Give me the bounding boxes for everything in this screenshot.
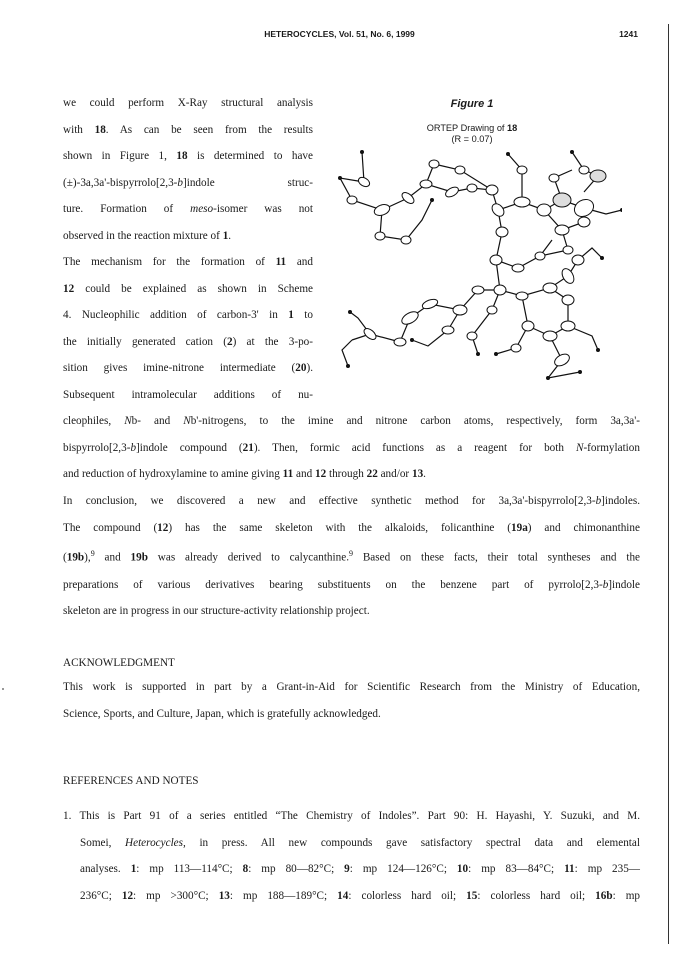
text-line: skeleton are in progress in our structure-activity relationship project. <box>63 605 370 618</box>
text-line: (19b),$^9$ and 19b was already derived to calycanthine.$^9$ Based on these facts, their total syntheses and the <box>63 549 641 564</box>
ortep-structure-drawing <box>322 140 622 390</box>
text-line: preparations of various derivatives bearing substituents on the benzene part of pyrrolo[2,3-b]indole <box>63 578 640 591</box>
text-line: cleophiles, Nb- and Nb'-nitrogens, to the imine and nitrone carbon atoms, respectively, form 3a,3a'- <box>63 415 640 427</box>
text-line: Somei, Heterocycles, in press. All new compounds gave satisfactory spectral data and elemental <box>80 836 640 849</box>
figure-r-value: (R = 0.07) <box>451 134 493 144</box>
text-line: the initially generated cation (2) at the 3-po- <box>63 335 314 348</box>
text-line: with 18. As can be seen from the results <box>63 123 313 136</box>
paragraph-continuation <box>63 408 640 488</box>
paragraph-conclusion <box>63 488 640 625</box>
text-line: The mechanism for the formation of 11 and <box>63 256 313 268</box>
text-line: shown in Figure 1, 18 is determined to have <box>63 150 313 162</box>
text-line: This work is supported in part by a Grant-in-Aid for Scientific Research from the Ministry of Education, <box>63 681 640 693</box>
left-column-text <box>63 90 313 408</box>
text-line: In conclusion, we discovered a new and effective synthetic method for 3a,3a'-bispyrrolo[2,3-b]indoles. <box>63 495 640 507</box>
text-line: ture. Formation of meso-isomer was not <box>63 203 313 215</box>
text-line: 12 could be explained as shown in Scheme <box>63 282 313 295</box>
text-line: 236°C; 12: mp >300°C; 13: mp 188—189°C; 14: colorless hard oil; 15: colorless hard oil; 16b: mp <box>80 889 640 902</box>
text-line: Subsequent intramolecular additions of nu- <box>63 388 313 401</box>
page-number: 1241 <box>619 29 638 39</box>
text-line: we could perform X-Ray structural analysis <box>63 97 313 109</box>
acknowledgment-heading: ACKNOWLEDGMENT <box>63 657 175 669</box>
running-title: HETEROCYCLES, Vol. 51, No. 6, 1999 <box>264 29 415 39</box>
figure-1 <box>322 92 622 392</box>
margin-dot <box>2 688 4 690</box>
text-line: (±)-3a,3a'-bispyrrolo[2,3-b]indole struc- <box>63 176 313 189</box>
text-line: sition gives imine-nitrone intermediate (20). <box>63 362 313 374</box>
text-line: 1. This is Part 91 of a series entitled “The Chemistry of Indoles”. Part 90: H. Hayashi, Y. Suzuki, and M. <box>63 810 640 822</box>
references-heading: REFERENCES AND NOTES <box>63 775 199 787</box>
figure-caption: ORTEP Drawing of 18 <box>426 123 518 133</box>
text-line: bispyrrolo[2,3-b]indole compound (21). Then, formic acid functions as a reagent for both N-formylation <box>63 441 640 454</box>
figure-title: Figure 1 <box>450 98 494 110</box>
text-line: analyses. 1: mp 113—114°C; 8: mp 80—82°C; 9: mp 124—126°C; 10: mp 83—84°C; 11: mp 235— <box>80 863 640 876</box>
right-margin-rule <box>668 24 669 944</box>
text-line: observed in the reaction mixture of 1. <box>63 229 232 242</box>
text-line: Science, Sports, and Culture, Japan, which is gratefully acknowledged. <box>63 707 381 720</box>
reference-1 <box>63 803 640 909</box>
acknowledgment-text <box>63 674 640 727</box>
text-line: The compound (12) has the same skeleton with the alkaloids, folicanthine (19a) and chimonanthine <box>63 521 640 534</box>
text-line: and reduction of hydroxylamine to amine giving 11 and 12 through 22 and/or 13. <box>63 468 426 481</box>
text-line: 4. Nucleophilic addition of carbon-3' in 1 to <box>63 309 313 321</box>
